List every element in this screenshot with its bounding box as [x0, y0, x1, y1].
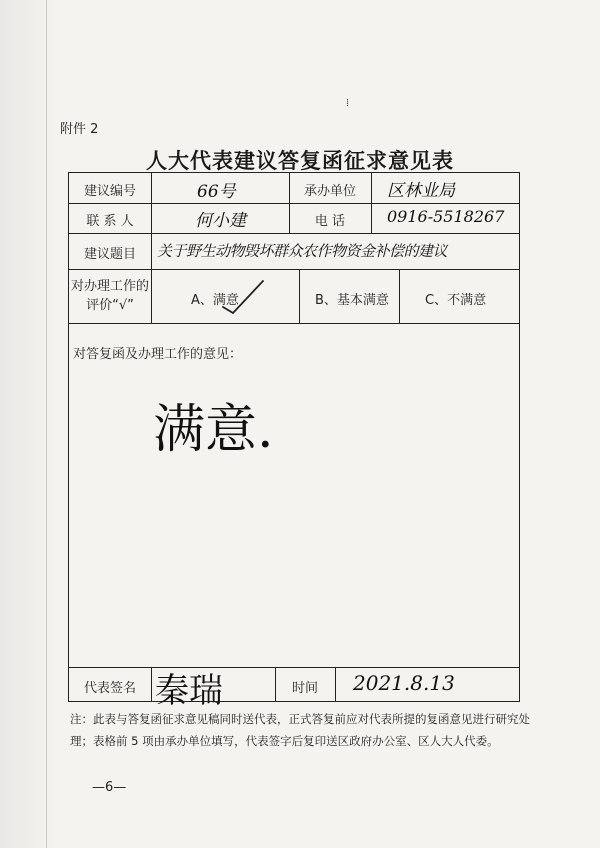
- left-scan-bleed: [0, 0, 58, 848]
- signature-handwriting: 秦瑞: [155, 671, 223, 711]
- page-edge-line: [46, 0, 47, 848]
- form-title: 人大代表建议答复函征求意见表: [146, 149, 454, 173]
- time-value: 2021.8.13: [353, 671, 455, 695]
- page-number: —6—: [92, 780, 127, 795]
- contact-person-value: 何小建: [195, 211, 246, 231]
- opinion-handwriting: 满意.: [153, 400, 274, 460]
- opinion-label: 对答复函及办理工作的意见：: [73, 347, 243, 362]
- attachment-label: 附件 2: [60, 122, 99, 137]
- time-label: 时间: [291, 681, 318, 696]
- proposal-number-value: 66号: [197, 182, 236, 202]
- option-unsatisfied[interactable]: C、不满意: [425, 293, 487, 308]
- signature-label: 代表签名: [83, 681, 136, 696]
- scan-speck: ⁞: [346, 96, 350, 109]
- evaluation-label: 对办理工作的评价“√”: [71, 279, 150, 313]
- handling-unit-label: 承办单位: [303, 184, 356, 199]
- proposal-topic-value: 关于野生动物毁坏群众农作物资金补偿的建议: [157, 242, 448, 260]
- option-basically-satisfied[interactable]: B、基本满意: [315, 293, 389, 308]
- checkmark-icon: [219, 277, 267, 317]
- feedback-form-table: [68, 172, 520, 711]
- proposal-topic-label: 建议题目: [83, 247, 136, 262]
- phone-label: 电 话: [314, 214, 346, 229]
- phone-value: 0916-5518267: [387, 207, 505, 226]
- proposal-number-label: 建议编号: [83, 184, 136, 199]
- option-satisfied[interactable]: A、满意: [191, 293, 239, 308]
- contact-person-label: 联 系 人: [86, 214, 134, 229]
- handling-unit-value: 区林业局: [387, 181, 455, 201]
- form-note: 注：此表与答复函征求意见稿同时送代表，正式答复前应对代表所提的复函意见进行研究处理；表格前 5 项由承办单位填写，代表签字后复印送区政府办公室、区人大人代委。: [70, 712, 530, 748]
